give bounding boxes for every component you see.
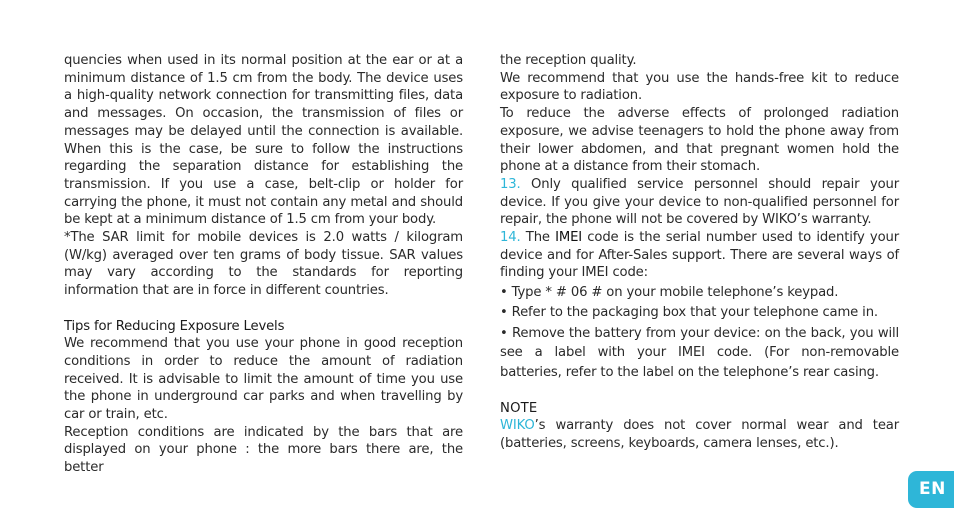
item-text: Only qualified service personnel should repair your device. If you give your device to non-qualified personnel for repair, the phone will not be covered by WIKO’s warranty. [500, 176, 899, 228]
body-paragraph: To reduce the adverse effects of prolonged radiation exposure, we advise teenagers to hold the phone away from their lower abdomen, and that pregnant women hold the phone at a distance from their stomach. [500, 106, 899, 175]
body-paragraph: Reception conditions are indicated by the bars that are displayed on your phone : the more bars there are, the better [64, 424, 463, 476]
body-paragraph: We recommend that you use your phone in good reception conditions in order to reduce the amount of radiation received. It is advisable to limit the amount of time you use the phone in underground car parks and when travelling by car or train, etc. [64, 336, 463, 423]
paragraph-spacer [500, 382, 899, 400]
item-number: 14. [500, 230, 521, 246]
note-text: ’s warranty does not cover normal wear and tear (batteries, screens, keyboards, camera lenses, etc.). [500, 418, 899, 452]
note-paragraph [500, 417, 899, 452]
numbered-item-13 [500, 176, 899, 229]
body-paragraph: the reception quality. [500, 53, 637, 68]
brand-name: WIKO [500, 418, 535, 434]
numbered-item-14 [500, 229, 899, 282]
item-number: 13. [500, 176, 521, 192]
left-column [64, 52, 463, 477]
body-paragraph: We recommend that you use the hands-free kit to reduce exposure to radiation. [500, 70, 899, 104]
paragraph-spacer [64, 300, 463, 318]
right-column [500, 52, 899, 453]
item-text: code is the serial number used to identify your device and for After-Sales support. There are several ways of finding your IMEI code: [500, 230, 899, 281]
body-paragraph: quencies when used in its normal position at the ear or at a minimum distance of 1.5 cm from the body. The device uses a high-quality network connection for transmitting files, data and messages. On occasion, the transmission of files or messages may be delayed until the connection is available. When this is the case, be sure to follow the instructions regarding the separation distance for establishing the transmission. If you use a case, belt-clip or holder for carrying the phone, it must not contain any metal and should be kept at a minimum distance of 1.5 cm from your body. [64, 53, 463, 228]
bullet-item: • Type * # 06 # on your mobile telephone’s keypad. [500, 285, 839, 301]
bullet-item: • Remove the battery from your device: on the back, you will see a label with your IMEI code. (For non-removable batteries, refer to the label on the telephone’s rear casing. [500, 325, 899, 380]
sar-footnote: *The SAR limit for mobile devices is 2.0 watts / kilogram (W/kg) averaged over ten grams of body tissue. SAR values may vary according to the standards for reporting information that are in force in different countries. [64, 230, 463, 299]
item-text-pre: The [520, 230, 556, 246]
imei-term: IMEI [555, 230, 583, 246]
bullet-item: • Refer to the packaging box that your telephone came in. [500, 304, 878, 320]
language-badge: EN [908, 471, 954, 508]
note-heading: NOTE [500, 400, 538, 416]
tips-heading: Tips for Reducing Exposure Levels [64, 318, 285, 334]
